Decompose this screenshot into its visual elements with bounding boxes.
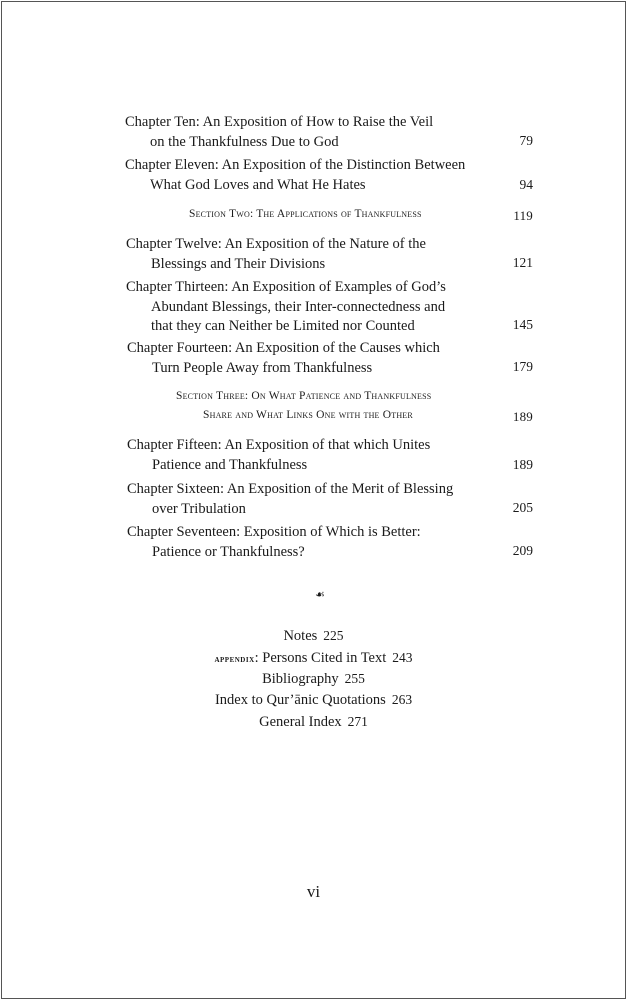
back-matter-label: : Persons Cited in Text (254, 650, 387, 666)
page-number: 79 (519, 133, 533, 148)
back-matter-label: Bibliography (262, 671, 339, 687)
page-number: 189 (512, 457, 533, 472)
section-heading: Section Three: On What Patience and Thankfulness (176, 390, 432, 402)
page-number: 205 (512, 500, 533, 515)
entry-line: Turn People Away from Thankfulness (152, 359, 373, 376)
entry-line: Chapter Fourteen: An Exposition of the Causes which (127, 340, 440, 356)
toc-general-index (2, 714, 625, 731)
page-number: 243 (392, 650, 413, 665)
page-number: 209 (512, 543, 533, 558)
entry-line: Abundant Blessings, their Inter-connectedness and (151, 298, 446, 315)
entry-line: Chapter Thirteen: An Exposition of Examples of God’s (126, 279, 446, 295)
entry-line: Chapter Sixteen: An Exposition of the Merit of Blessing (127, 481, 454, 497)
entry-line: Chapter Twelve: An Exposition of the Nature of the (126, 236, 426, 252)
toc-appendix (2, 650, 625, 667)
page-number: 189 (512, 409, 533, 424)
page-number: 179 (512, 359, 533, 374)
page-number: 263 (391, 692, 413, 707)
entry-line: that they can Neither be Limited nor Counted (151, 318, 415, 334)
page-number: 94 (519, 177, 533, 192)
entry-line: What God Loves and What He Hates (150, 176, 366, 193)
page-number: 121 (512, 255, 533, 270)
entry-line: Chapter Ten: An Exposition of How to Raise the Veil (125, 114, 434, 130)
page-number: 225 (323, 628, 344, 643)
page-number: 271 (347, 714, 368, 729)
back-matter-label: Notes (283, 628, 318, 644)
entry-line: Patience and Thankfulness (152, 456, 308, 473)
entry-line: on the Thankfulness Due to God (150, 133, 339, 150)
appendix-label: appendix (214, 654, 255, 665)
page-number: 145 (512, 317, 533, 332)
back-matter-label: Index to Qur’ānic Quotations (214, 692, 386, 708)
entry-line: Chapter Fifteen: An Exposition of that which Unites (127, 437, 431, 453)
fleuron-ornament-icon: ☙ (315, 589, 325, 601)
toc-quran-index (2, 692, 625, 709)
toc-notes (2, 628, 625, 645)
book-page (1, 1, 626, 999)
entry-line: over Tribulation (152, 500, 246, 517)
entry-line: Blessings and Their Divisions (151, 255, 326, 272)
entry-line: Patience or Thankfulness? (152, 543, 305, 560)
folio-page-number: vi (306, 882, 321, 901)
section-heading: Section Two: The Applications of Thankfulness (189, 208, 422, 220)
entry-line: Chapter Eleven: An Exposition of the Distinction Between (125, 157, 466, 173)
back-matter-label: General Index (259, 714, 342, 730)
toc-bibliography (2, 671, 625, 688)
page-number: 119 (513, 208, 533, 223)
page-number: 255 (344, 671, 365, 686)
section-heading: Share and What Links One with the Other (203, 409, 413, 421)
entry-line: Chapter Seventeen: Exposition of Which is Better: (127, 524, 421, 540)
